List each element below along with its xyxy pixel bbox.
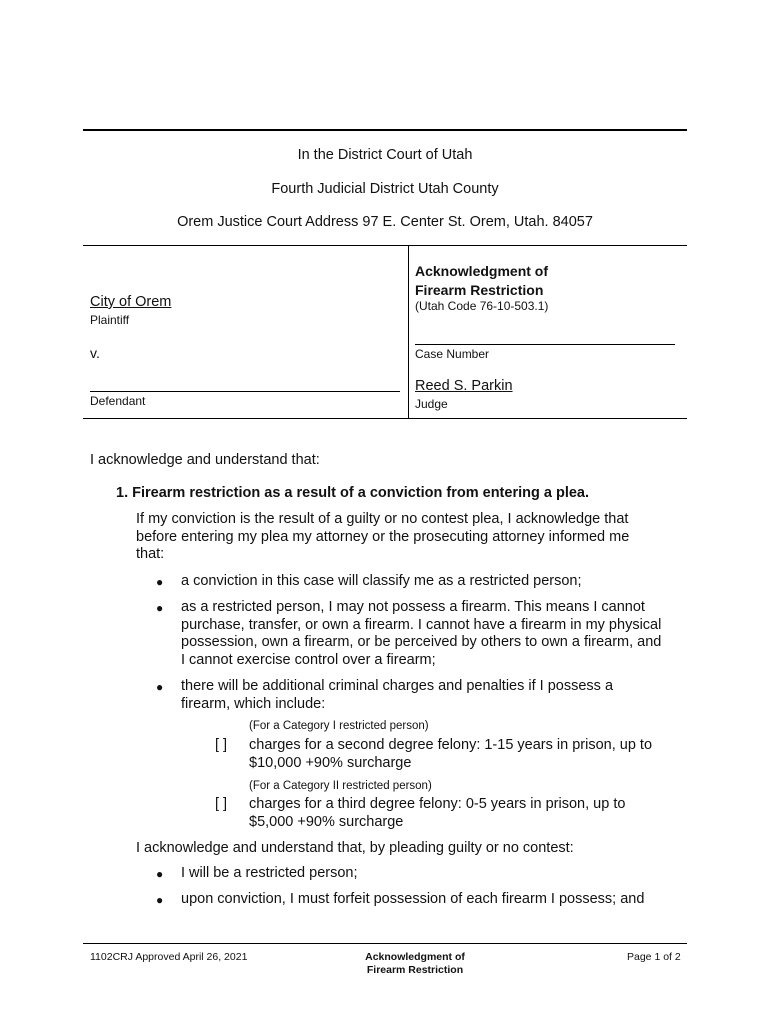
cat2-line: $5,000 +90% surcharge bbox=[249, 813, 404, 830]
ack2-text: I acknowledge and understand that, by pleading guilty or no contest: bbox=[136, 840, 574, 856]
code-reference: (Utah Code 76-10-503.1) bbox=[415, 299, 549, 313]
footer-title-line1: Acknowledgment of bbox=[365, 951, 465, 963]
bullet-line: I cannot exercise control over a firearm; bbox=[181, 651, 436, 668]
category1-note: (For a Category I restricted person) bbox=[249, 720, 429, 732]
judge-name: Reed S. Parkin bbox=[415, 378, 513, 394]
plaintiff-name: City of Orem bbox=[90, 294, 172, 310]
category2-text bbox=[249, 796, 625, 831]
bullet-item bbox=[181, 573, 582, 591]
bullet-icon: ● bbox=[156, 867, 164, 881]
bullet-icon: ● bbox=[156, 893, 164, 907]
defendant-label: Defendant bbox=[90, 394, 146, 408]
category2-checkbox[interactable]: [ ] bbox=[215, 796, 228, 812]
court-district: Fourth Judicial District Utah County bbox=[271, 181, 499, 197]
intro-text: I acknowledge and understand that: bbox=[90, 452, 320, 468]
bullet-line: there will be additional criminal charges and penalties if I possess a bbox=[181, 678, 614, 694]
defendant-line bbox=[90, 391, 400, 392]
case-number-label: Case Number bbox=[415, 347, 490, 361]
category1-checkbox[interactable]: [ ] bbox=[215, 737, 228, 753]
bullet-icon: ● bbox=[156, 680, 164, 694]
doc-title-line1: Acknowledgment of bbox=[415, 263, 549, 279]
top-rule bbox=[83, 129, 687, 131]
judge-label: Judge bbox=[415, 397, 448, 411]
caption-bottom-rule bbox=[83, 418, 687, 419]
bullet-line: possession, own a firearm, or be perceived by others to own a firearm, and bbox=[181, 634, 662, 650]
caption-top-rule bbox=[83, 245, 687, 246]
cat2-line: charges for a third degree felony: 0-5 years in prison, up to bbox=[249, 796, 626, 812]
form-id: 1102CRJ Approved April 26, 2021 bbox=[90, 951, 248, 963]
court-address: Orem Justice Court Address 97 E. Center St. Orem, Utah. 84057 bbox=[177, 214, 593, 230]
para-line: If my conviction is the result of a guilty or no contest plea, I acknowledge that bbox=[136, 511, 629, 527]
cat1-line: $10,000 +90% surcharge bbox=[249, 754, 412, 771]
case-number-line bbox=[415, 344, 675, 345]
plaintiff-label: Plaintiff bbox=[90, 313, 130, 327]
court-name: In the District Court of Utah bbox=[297, 147, 473, 163]
bullet-line: a conviction in this case will classify me as a restricted person; bbox=[181, 573, 582, 589]
page-number: Page 1 of 2 bbox=[627, 951, 681, 963]
category2-note: (For a Category II restricted person) bbox=[249, 780, 432, 792]
bullet-line: firearm, which include: bbox=[181, 695, 326, 712]
bullet-icon: ● bbox=[156, 601, 164, 615]
para-line: that: bbox=[136, 546, 165, 562]
caption-divider bbox=[408, 245, 409, 419]
bullet-line: purchase, transfer, or own a firearm. I cannot have a firearm in my physical bbox=[181, 616, 662, 633]
section1-paragraph bbox=[136, 511, 696, 564]
bullet-item bbox=[181, 599, 661, 669]
bullet2-item: I will be a restricted person; bbox=[181, 865, 358, 881]
cat1-line: charges for a second degree felony: 1-15 years in prison, up to bbox=[249, 737, 653, 753]
bullet-line: as a restricted person, I may not possess a firearm. This means I cannot bbox=[181, 599, 645, 615]
bullet-icon: ● bbox=[156, 575, 164, 589]
footer-rule bbox=[83, 943, 687, 944]
versus: v. bbox=[90, 345, 100, 361]
section1-heading: 1. Firearm restriction as a result of a conviction from entering a plea. bbox=[116, 485, 589, 501]
footer-title-line2: Firearm Restriction bbox=[366, 964, 464, 976]
doc-title-line2: Firearm Restriction bbox=[415, 282, 544, 298]
bullet2-item: upon conviction, I must forfeit possession of each firearm I possess; and bbox=[181, 891, 645, 907]
para-line: before entering my plea my attorney or the prosecuting attorney informed me bbox=[136, 528, 630, 545]
category1-text bbox=[249, 737, 652, 772]
bullet-item bbox=[181, 678, 613, 713]
